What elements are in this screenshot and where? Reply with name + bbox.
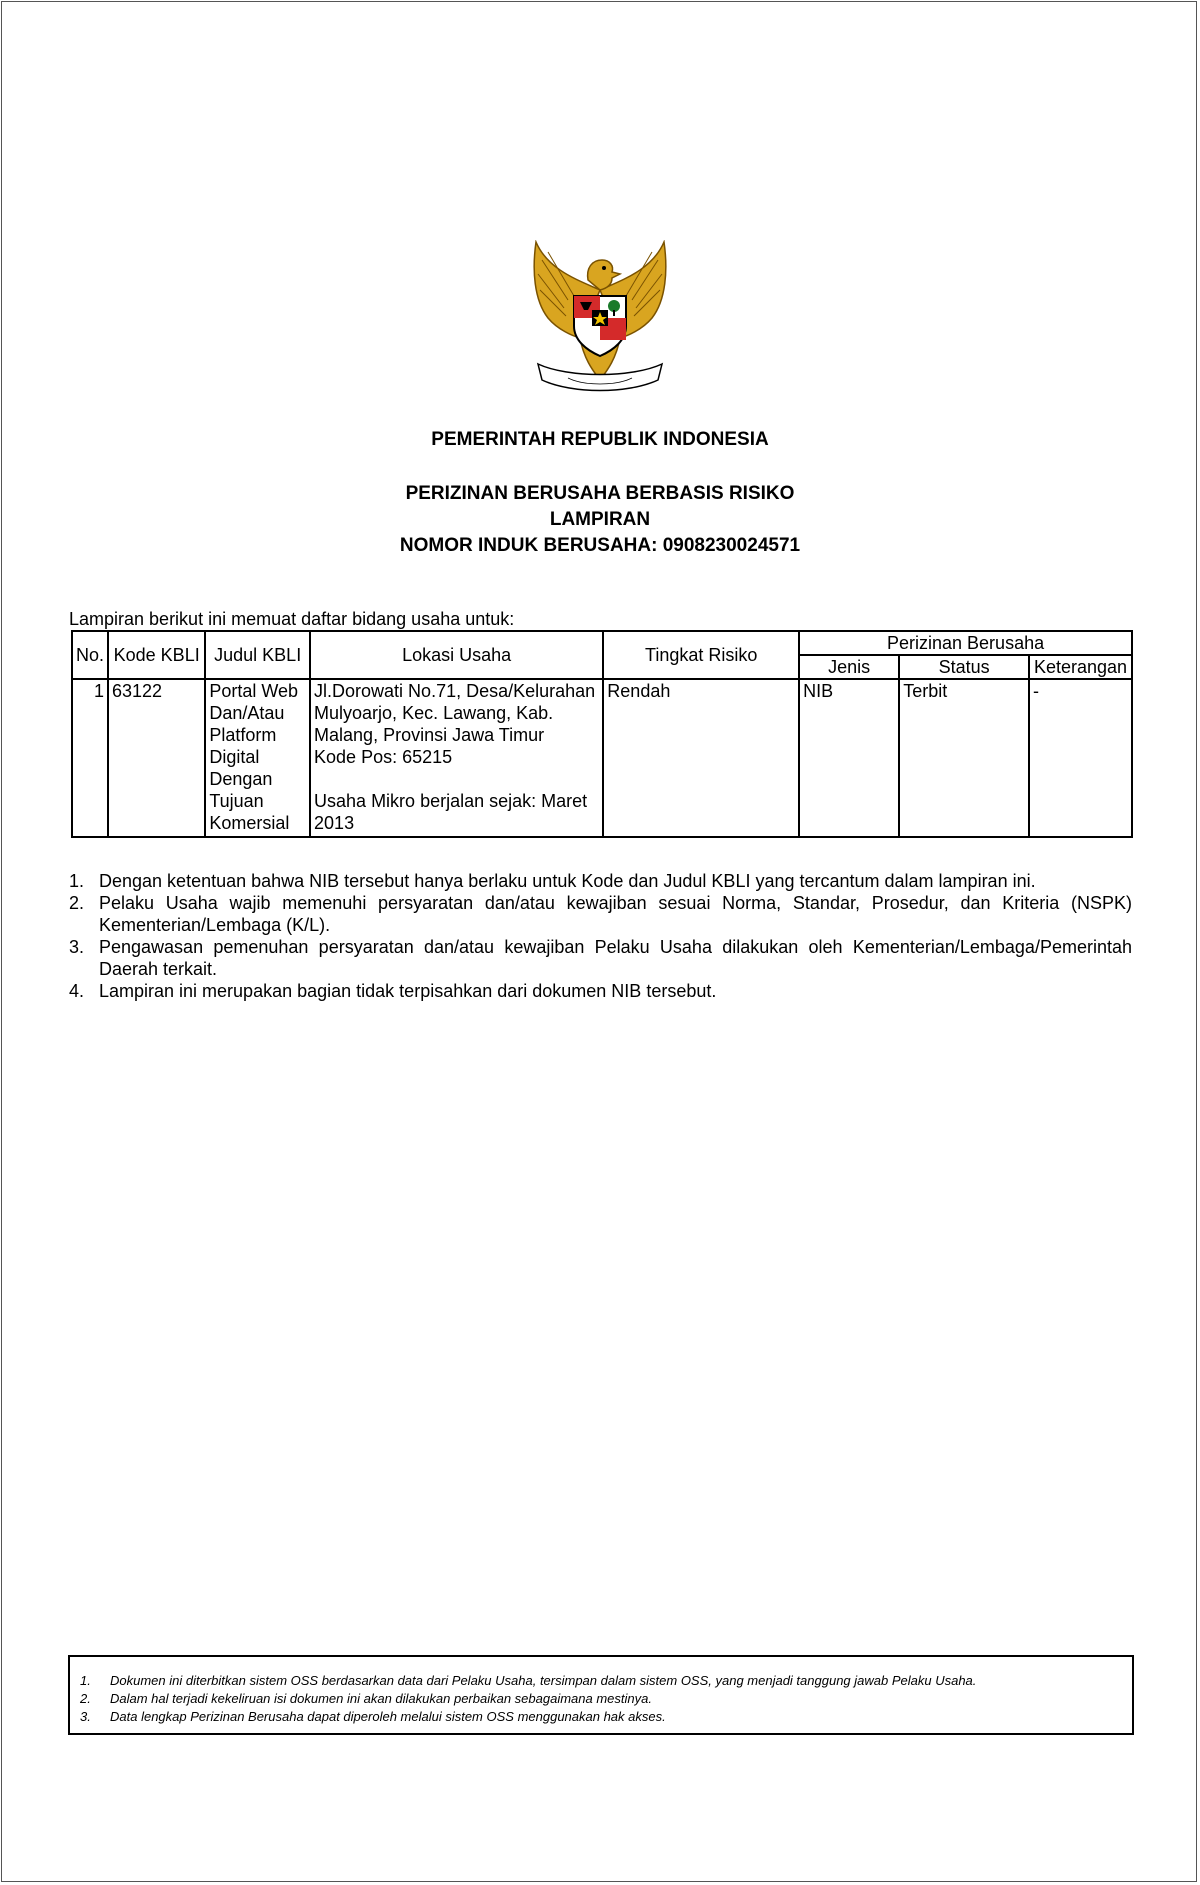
list-item xyxy=(69,892,1132,936)
header-keterangan: Keterangan xyxy=(1029,655,1132,679)
list-number: 3. xyxy=(69,937,85,957)
disclaimer-box xyxy=(68,1655,1134,1735)
header-perizinan-berusaha: Perizinan Berusaha xyxy=(799,631,1132,655)
list-number: 1. xyxy=(69,871,85,891)
permit-title: PERIZINAN BERUSAHA BERBASIS RISIKO xyxy=(405,483,795,504)
header-lokasi-usaha: Lokasi Usaha xyxy=(310,631,603,679)
list-text: Dalam hal terjadi kekeliruan isi dokumen ini akan dilakukan perbaikan sebagaimana mestinya. xyxy=(110,1691,652,1706)
garuda-emblem-icon xyxy=(528,240,672,402)
cell-tingkat-risiko: Rendah xyxy=(603,679,799,837)
cell-jenis: NIB xyxy=(799,679,899,837)
cell-judul-kbli: Portal Web Dan/Atau Platform Digital Dengan Tujuan Komersial xyxy=(205,679,310,837)
list-text: Dokumen ini diterbitkan sistem OSS berdasarkan data dari Pelaku Usaha, tersimpan dalam sistem OSS, yang menjadi tanggung jawab Pelaku Usaha. xyxy=(110,1673,977,1688)
cell-lokasi-usaha: Jl.Dorowati No.71, Desa/Kelurahan Mulyoarjo, Kec. Lawang, Kab. Malang, Provinsi Jawa Timur Kode Pos: 65215 Usaha Mikro berjalan sejak: Maret 2013 xyxy=(310,679,603,837)
kbli-table xyxy=(71,630,1133,838)
header-judul-kbli: Judul KBLI xyxy=(205,631,310,679)
list-text: Pelaku Usaha wajib memenuhi persyaratan dan/atau kewajiban sesuai Norma, Standar, Prosedur, dan Kriteria (NSPK) Kementerian/Lembaga (K/L). xyxy=(99,893,1132,935)
intro-text: Lampiran berikut ini memuat daftar bidang usaha untuk: xyxy=(69,609,515,629)
list-item xyxy=(80,1708,1122,1726)
header-tingkat-risiko: Tingkat Risiko xyxy=(603,631,799,679)
list-item xyxy=(69,870,1132,892)
attachment-title: LAMPIRAN xyxy=(549,509,651,530)
list-item xyxy=(69,936,1132,980)
header-status: Status xyxy=(899,655,1029,679)
header-kode-kbli: Kode KBLI xyxy=(108,631,205,679)
list-item xyxy=(69,980,1132,1002)
list-item xyxy=(80,1690,1122,1708)
notes-list xyxy=(69,870,1132,1002)
cell-kode-kbli: 63122 xyxy=(108,679,205,837)
government-title: PEMERINTAH REPUBLIK INDONESIA xyxy=(431,429,769,450)
list-text: Dengan ketentuan bahwa NIB tersebut hanya berlaku untuk Kode dan Judul KBLI yang tercantum dalam lampiran ini. xyxy=(99,871,1036,891)
list-text: Pengawasan pemenuhan persyaratan dan/atau kewajiban Pelaku Usaha dilakukan oleh Kementerian/Lembaga/Pemerintah Daerah terkait. xyxy=(99,937,1132,979)
list-item xyxy=(80,1672,1122,1690)
list-number: 2. xyxy=(69,893,85,913)
table-row xyxy=(72,679,1132,837)
nib-number: NOMOR INDUK BERUSAHA: 0908230024571 xyxy=(399,535,801,556)
cell-keterangan: - xyxy=(1029,679,1132,837)
cell-status: Terbit xyxy=(899,679,1029,837)
list-number: 1. xyxy=(80,1673,91,1688)
list-number: 4. xyxy=(69,981,85,1001)
list-number: 2. xyxy=(80,1691,91,1706)
cell-no: 1 xyxy=(72,679,108,837)
header-no: No. xyxy=(72,631,108,679)
list-number: 3. xyxy=(80,1709,91,1724)
header-jenis: Jenis xyxy=(799,655,899,679)
list-text: Lampiran ini merupakan bagian tidak terpisahkan dari dokumen NIB tersebut. xyxy=(99,981,717,1001)
list-text: Data lengkap Perizinan Berusaha dapat diperoleh melalui sistem OSS menggunakan hak akses. xyxy=(110,1709,666,1724)
